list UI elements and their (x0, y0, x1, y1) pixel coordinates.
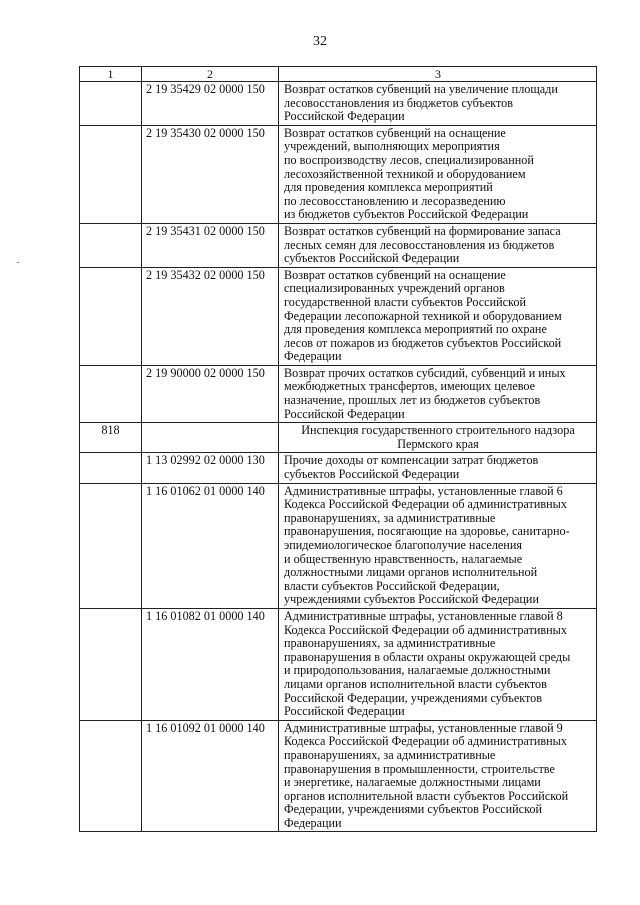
description-line: Прочие доходы от компенсации затрат бюджетов (284, 453, 539, 468)
description-line: Федерации (284, 349, 342, 364)
admin-code-cell: 818 (80, 423, 142, 453)
table-row (80, 608, 597, 720)
admin-code-cell (80, 483, 142, 608)
description-line: по воспроизводству лесов, специализированной (284, 152, 534, 167)
description-line: правонарушения, посягающие на здоровье, санитарно- (284, 524, 570, 539)
description-line: из бюджетов субъектов Российской Федерации (284, 207, 529, 222)
revenue-code-cell: 1 16 01082 01 0000 140 (142, 608, 279, 720)
description-cell (279, 365, 597, 422)
description-line: Возврат остатков субвенций на оснащение (284, 267, 506, 282)
admin-code-cell (80, 267, 142, 365)
admin-code-cell (80, 223, 142, 267)
description-line: правонарушениях, за административные (284, 636, 496, 651)
header-col-1: 1 (80, 67, 142, 82)
description-line: Российской Федерации (284, 109, 405, 124)
description-line: лицами органов исполнительной власти субъектов (284, 676, 547, 691)
description-line: субъектов Российской Федерации (284, 467, 460, 482)
description-line: лесовосстановления из бюджетов субъектов (284, 95, 514, 110)
admin-code-cell (80, 125, 142, 223)
description-line: власти субъектов Российской Федерации, (284, 578, 500, 593)
description-line: назначение, прошлых лет из бюджетов субъектов (284, 393, 541, 408)
page-number: 32 (313, 34, 327, 49)
description-cell (279, 608, 597, 720)
header-col-3: 3 (279, 67, 597, 82)
description-line: Административные штрафы, установленные главой 9 (284, 720, 563, 735)
description-cell (279, 267, 597, 365)
admin-code-cell (80, 720, 142, 832)
budget-codes-table (79, 66, 597, 832)
description-line: правонарушениях, за административные (284, 747, 496, 762)
description-cell (279, 125, 597, 223)
description-line: межбюджетных трансфертов, имеющих целевое (284, 379, 536, 394)
revenue-code-cell: 1 16 01062 01 0000 140 (142, 483, 279, 608)
revenue-code-cell: 2 19 35431 02 0000 150 (142, 223, 279, 267)
description-cell (279, 720, 597, 832)
description-line: и природопользования, налагаемые должностными (284, 663, 551, 678)
description-line: лесных семян для лесовосстановления из бюджетов (284, 237, 555, 252)
admin-code-cell (80, 365, 142, 422)
description-line: для проведения комплекса мероприятий (284, 180, 493, 195)
table-header-row (80, 67, 597, 82)
admin-code-cell (80, 82, 142, 126)
margin-mark (17, 262, 19, 263)
header-col-2: 2 (142, 67, 279, 82)
description-cell (279, 483, 597, 608)
description-line: Федерации лесопожарной техникой и оборудованием (284, 308, 562, 323)
table-row (80, 365, 597, 422)
description-line: Возврат остатков субвенций на увеличение площади (284, 82, 558, 96)
description-line: Возврат остатков субвенций на оснащение (284, 125, 506, 140)
description-line: Административные штрафы, установленные главой 6 (284, 483, 563, 498)
description-line: Кодекса Российской Федерации об административных (284, 497, 567, 512)
description-line: и общественную нравственность, налагаемые (284, 551, 523, 566)
revenue-code-cell: 1 16 01092 01 0000 140 (142, 720, 279, 832)
description-line: эпидемиологическое благополучие населения (284, 538, 522, 552)
revenue-code-cell: 2 19 90000 02 0000 150 (142, 365, 279, 422)
description-line: Кодекса Российской Федерации об административных (284, 734, 567, 749)
description-line: Российской Федерации, учреждениями субъектов (284, 690, 543, 705)
description-line: Кодекса Российской Федерации об административных (284, 622, 567, 637)
table-row (80, 125, 597, 223)
revenue-code-cell (142, 423, 279, 453)
table-row (80, 720, 597, 832)
revenue-code-cell: 2 19 35430 02 0000 150 (142, 125, 279, 223)
description-line: лесов от пожаров из бюджетов субъектов Российской (284, 335, 562, 350)
description-line: учреждениями субъектов Российской Федерации (284, 592, 539, 607)
description-line: Административные штрафы, установленные главой 8 (284, 608, 563, 623)
admin-code-cell (80, 453, 142, 483)
revenue-code-cell: 2 19 35429 02 0000 150 (142, 82, 279, 126)
description-cell (279, 423, 597, 453)
description-line: учреждений, выполняющих мероприятия (284, 139, 500, 154)
description-line: субъектов Российской Федерации (284, 251, 460, 266)
description-line: должностными лицами органов исполнительной (284, 565, 538, 580)
description-cell (279, 82, 597, 126)
description-line: специализированных учреждений органов (284, 281, 505, 296)
table-row (80, 423, 597, 453)
description-line: правонарушениях, за административные (284, 510, 496, 525)
description-line: по лесовосстановлению и лесоразведению (284, 193, 506, 208)
description-cell (279, 223, 597, 267)
table-row (80, 453, 597, 483)
description-line: для проведения комплекса мероприятий по охране (284, 322, 547, 337)
description-line: Инспекция государственного строительного надзора (301, 423, 575, 438)
description-line: органов исполнительной власти субъектов Российской (284, 788, 569, 803)
description-line: Пермского края (397, 436, 479, 451)
revenue-code-cell: 1 13 02992 02 0000 130 (142, 453, 279, 483)
description-line: правонарушения в промышленности, строительстве (284, 761, 555, 776)
table-row (80, 82, 597, 126)
table-row (80, 483, 597, 608)
table-row (80, 267, 597, 365)
revenue-code-cell: 2 19 35432 02 0000 150 (142, 267, 279, 365)
table-row (80, 223, 597, 267)
description-line: Возврат прочих остатков субсидий, субвенций и иных (284, 365, 566, 380)
description-line: Возврат остатков субвенций на формирование запаса (284, 223, 561, 238)
description-line: и энергетике, налагаемые должностными лицами (284, 775, 541, 790)
description-line: Федерации, учреждениями субъектов Российской (284, 802, 543, 817)
description-line: лесохозяйственной техникой и оборудованием (284, 166, 526, 181)
description-line: правонарушения в области охраны окружающей среды (284, 649, 571, 664)
description-cell (279, 453, 597, 483)
description-line: Российской Федерации (284, 704, 405, 719)
description-line: государственной власти субъектов Российской (284, 294, 526, 309)
admin-code-cell (80, 608, 142, 720)
description-line: Федерации (284, 815, 342, 830)
description-line: Российской Федерации (284, 406, 405, 421)
